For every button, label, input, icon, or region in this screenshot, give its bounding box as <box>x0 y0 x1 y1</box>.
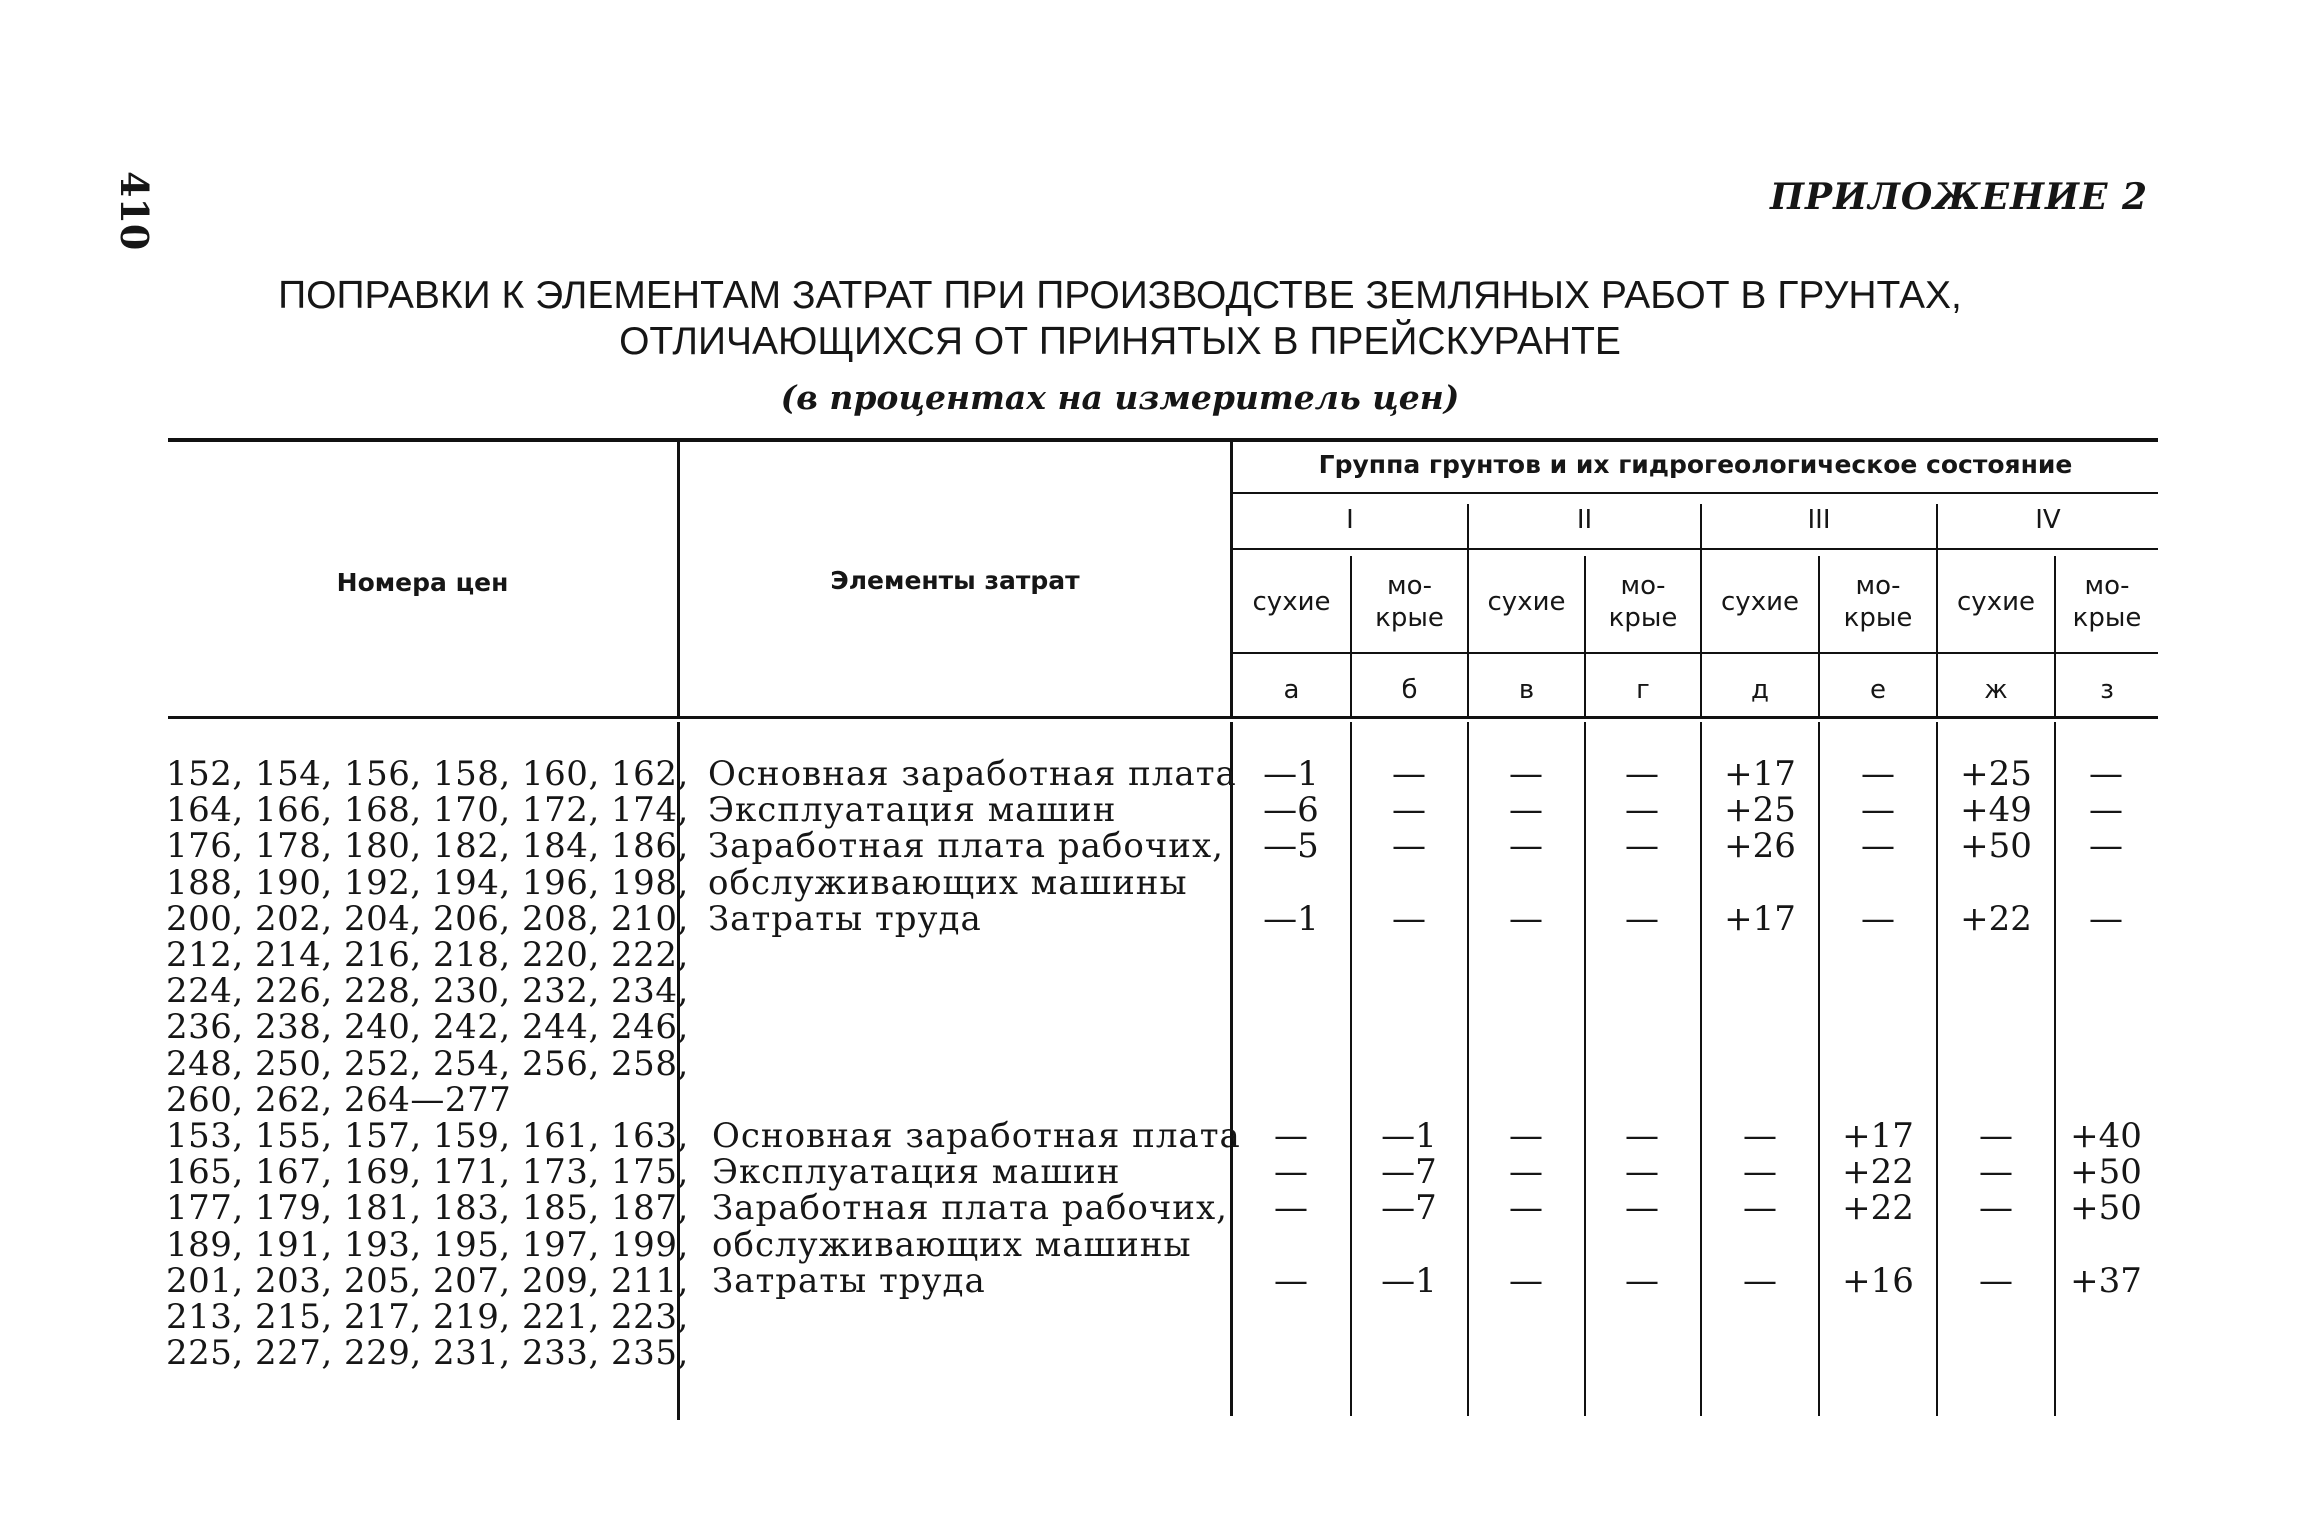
letter-d: г <box>1636 675 1650 705</box>
subtitle: (в процентах на измеритель цен) <box>780 378 1460 417</box>
cell-s2-r2-c5: — <box>1743 1152 1777 1193</box>
cell-s1-r1-c4: — <box>1625 754 1659 794</box>
group-II: II <box>1576 505 1593 535</box>
header-soil-group: Группа грунтов и их гидрогеологическое состояние <box>1318 450 2073 479</box>
cell-s1-r4-c2: — <box>1392 898 1426 939</box>
group-rule <box>1232 492 2158 494</box>
letter-h: з <box>2100 675 2114 705</box>
section-2-cost-elements: Основная заработная плата Эксплуатация машин Заработная плата рабочих, обслуживающих машины Затраты труда <box>712 1116 1241 1301</box>
cell-s2-r4-c2: —1 <box>1381 1260 1437 1301</box>
cell-s1-r4-c7: +22 <box>1960 898 2032 939</box>
cell-s1-r2-c8: — <box>2089 790 2123 831</box>
state-f: мо- крые <box>1843 571 1913 633</box>
cell-s1-r4-c4: — <box>1625 898 1659 939</box>
cell-s1-r3-c2: — <box>1392 826 1426 867</box>
cell-s1-r2-c1: —6 <box>1263 790 1319 831</box>
cell-s1-r4-c3: — <box>1509 898 1543 939</box>
cell-s2-r3-c1: — <box>1274 1188 1308 1229</box>
cell-s2-r2-c4: — <box>1625 1152 1659 1193</box>
cell-s1-r3-c7: +50 <box>1960 826 2032 867</box>
cell-s2-r4-c6: +16 <box>1842 1260 1914 1301</box>
cell-s2-r3-c5: — <box>1743 1188 1777 1229</box>
letter-g: ж <box>1984 675 2008 705</box>
vrule-body-4 <box>1467 722 1469 1416</box>
letter-f: е <box>1870 675 1886 705</box>
group-IV: IV <box>2035 505 2061 535</box>
cell-s2-r4-c8: +37 <box>2070 1260 2142 1301</box>
cell-s1-r1-c3: — <box>1509 754 1543 794</box>
vrule-body-6 <box>1700 722 1702 1416</box>
state-b: мо- крые <box>1375 571 1444 633</box>
cell-s2-r3-c6: +22 <box>1842 1188 1914 1229</box>
section-1-price-numbers: 152, 154, 156, 158, 160, 162, 164, 166, 168, 170, 172, 174, 176, 178, 180, 182, 184, 186, 188, 190, 192, 194, 196, 198, 200, 202, 204, 206, 208, 210, 212, 214, 216, 218, 220, 222, 224, 226, 228, 230, 232, 234, 236, 238, 240, 242, 244, 246, 248, 250, 252, 254, 256, 258, 260, 262, 264—277 <box>166 754 689 1120</box>
cell-s1-r1-c1: —1 <box>1263 754 1319 794</box>
cell-s1-r2-c2: — <box>1392 790 1426 831</box>
cell-s2-r2-c1: — <box>1274 1152 1308 1193</box>
cell-s1-r3-c3: — <box>1509 826 1543 867</box>
letter-c: в <box>1518 675 1535 705</box>
cell-s2-r3-c2: —7 <box>1381 1188 1437 1229</box>
cell-s1-r2-c6: — <box>1861 790 1895 831</box>
section-1-cost-elements: Основная заработная плата Эксплуатация машин Заработная плата рабочих, обслуживающих машины Затраты труда <box>708 754 1237 939</box>
vrule-body-3 <box>1350 722 1352 1416</box>
cell-s2-r1-c7: — <box>1979 1116 2013 1156</box>
state-d: мо- крые <box>1608 571 1678 633</box>
group-III: III <box>1807 505 1831 535</box>
cell-s2-r2-c8: +50 <box>2070 1152 2142 1193</box>
cell-s2-r1-c2: —1 <box>1381 1116 1437 1156</box>
title-line-1: ПОПРАВКИ К ЭЛЕМЕНТАМ ЗАТРАТ ПРИ ПРОИЗВОДСТВЕ ЗЕМЛЯНЫХ РАБОТ В ГРУНТАХ, <box>278 274 1962 317</box>
cell-s2-r2-c7: — <box>1979 1152 2013 1193</box>
cell-s1-r1-c7: +25 <box>1960 754 2032 794</box>
cell-s2-r1-c5: — <box>1743 1116 1777 1156</box>
header-bottom-rule <box>168 716 2158 719</box>
page-number: 410 <box>112 171 157 251</box>
cell-s2-r4-c4: — <box>1625 1260 1659 1301</box>
vrule-body-8 <box>1936 722 1938 1416</box>
table-top-rule <box>168 438 2158 442</box>
vrule-body-7 <box>1818 722 1820 1416</box>
cell-s1-r2-c7: +49 <box>1960 790 2032 831</box>
cell-s1-r1-c2: — <box>1392 754 1426 794</box>
title-line-2: ОТЛИЧАЮЩИХСЯ ОТ ПРИНЯТЫХ В ПРЕЙСКУРАНТЕ <box>619 320 1621 363</box>
cell-s1-r3-c1: —5 <box>1263 826 1319 867</box>
cell-s1-r4-c6: — <box>1861 898 1895 939</box>
cell-s2-r1-c3: — <box>1509 1116 1543 1156</box>
cell-s2-r1-c6: +17 <box>1842 1116 1914 1156</box>
cell-s2-r3-c7: — <box>1979 1188 2013 1229</box>
cell-s2-r3-c3: — <box>1509 1188 1543 1229</box>
cell-s2-r3-c4: — <box>1625 1188 1659 1229</box>
cell-s2-r2-c3: — <box>1509 1152 1543 1193</box>
state-a: сухие <box>1252 587 1331 617</box>
state-g: сухие <box>1957 587 2035 617</box>
cell-s1-r1-c8: — <box>2089 754 2123 794</box>
letter-e: д <box>1751 675 1769 705</box>
cell-s2-r2-c6: +22 <box>1842 1152 1914 1193</box>
section-2-price-numbers: 153, 155, 157, 159, 161, 163, 165, 167, 169, 171, 173, 175, 177, 179, 181, 183, 185, 187, 189, 191, 193, 195, 197, 199, 201, 203, 205, 207, 209, 211, 213, 215, 217, 219, 221, 223, 225, 227, 229, 231, 233, 235, <box>166 1116 689 1374</box>
cell-s1-r3-c4: — <box>1625 826 1659 867</box>
cell-s1-r2-c3: — <box>1509 790 1543 831</box>
cell-s2-r1-c1: — <box>1274 1116 1308 1156</box>
vrule-body-5 <box>1584 722 1586 1416</box>
cell-s2-r4-c5: — <box>1743 1260 1777 1301</box>
cell-s1-r2-c5: +25 <box>1724 790 1796 831</box>
state-e: сухие <box>1721 587 1799 617</box>
state-rule <box>1232 652 2158 654</box>
group-num-rule <box>1232 548 2158 550</box>
letter-a: а <box>1283 675 1300 705</box>
state-c: сухие <box>1487 587 1566 617</box>
cell-s2-r1-c4: — <box>1625 1116 1659 1156</box>
cell-s1-r3-c5: +26 <box>1724 826 1796 867</box>
cell-s2-r4-c3: — <box>1509 1260 1543 1301</box>
letter-b: б <box>1401 675 1418 705</box>
cell-s2-r4-c1: — <box>1274 1260 1308 1301</box>
header-numbers: Номера цен <box>336 568 509 597</box>
group-I: I <box>1346 505 1354 535</box>
cell-s2-r2-c2: —7 <box>1381 1152 1437 1193</box>
header-elements: Элементы затрат <box>830 566 1080 595</box>
cell-s1-r4-c1: —1 <box>1263 898 1319 939</box>
cell-s1-r1-c6: — <box>1861 754 1895 794</box>
state-h: мо- крые <box>2072 571 2142 633</box>
appendix-label: ПРИЛОЖЕНИЕ 2 <box>1769 176 2148 218</box>
cell-s1-r4-c5: +17 <box>1724 898 1796 939</box>
cell-s1-r3-c8: — <box>2089 826 2123 867</box>
cell-s1-r1-c5: +17 <box>1724 754 1796 794</box>
cell-s2-r3-c8: +50 <box>2070 1188 2142 1229</box>
cell-s2-r1-c8: +40 <box>2070 1116 2142 1156</box>
cell-s1-r4-c8: — <box>2089 898 2123 939</box>
cell-s1-r3-c6: — <box>1861 826 1895 867</box>
cell-s2-r4-c7: — <box>1979 1260 2013 1301</box>
cell-s1-r2-c4: — <box>1625 790 1659 831</box>
